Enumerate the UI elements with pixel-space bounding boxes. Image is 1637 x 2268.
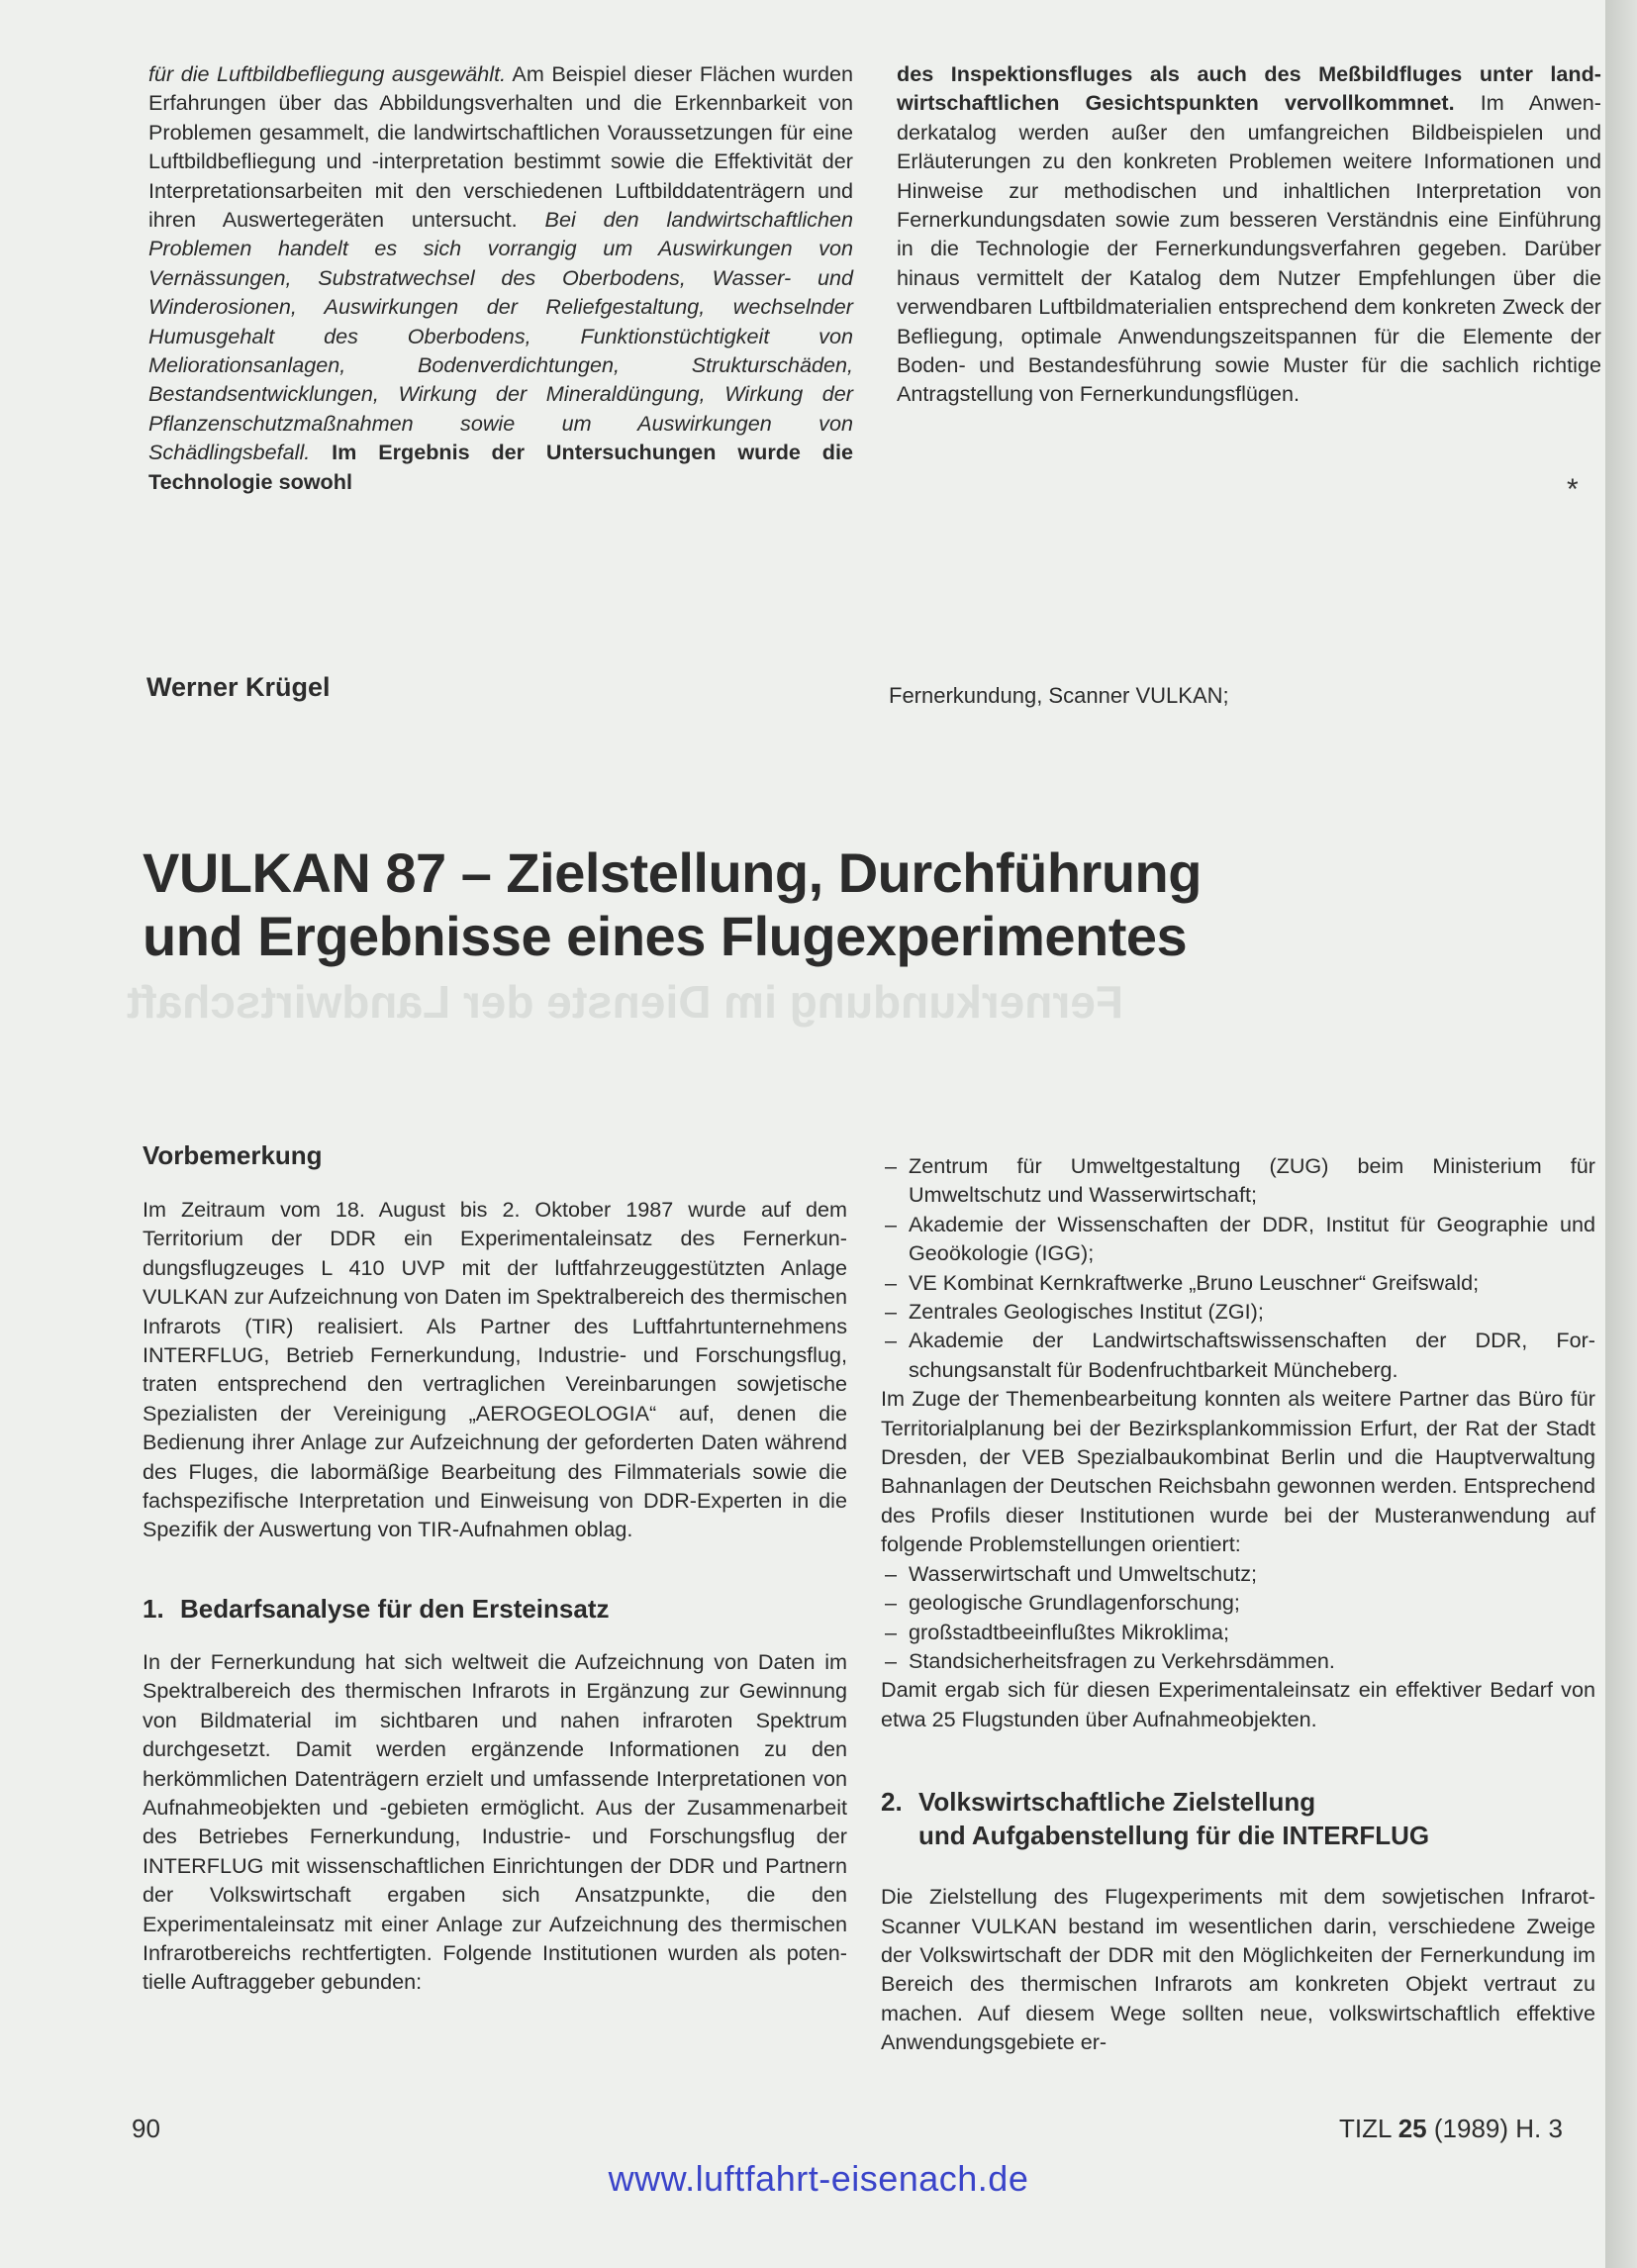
vorbemerkung-paragraph: Im Zeitraum vom 18. August bis 2. Oktober 1987 wurde auf dem Territorium der DDR ein Experimentaleinsatz des Fernerkundungsflugzeuges L 410 UVP mit der luftfahrzeuggestützten Anlage VULKAN zur Aufzeichnung von Daten im Spektralbereich des thermischen Infrarots (TIR) realisiert. Als Partner des Luftfahrtunternehmens INTERFLUG, Betrieb Fernerkundung, Industrie- und Forschungsflug, traten entsprechend den vertraglichen Vereinbarungen sowjetische Spezialisten der Vereinigung „AEROGEOLOGIA“ auf, denen die Bedienung ihrer Anlage zur Aufzeichnung der geforderten Daten während des Fluges, die labormäßige Bearbeitung des Filmmaterials sowie die fachspezifische Interpretation und Einweisung von DDR-Experten in die Spezifik der Auswertung von TIR-Aufnahmen oblag.	[143, 1197, 847, 1542]
journal-name: TIZL	[1339, 2114, 1398, 2143]
title-line-1: VULKAN 87 – Zielstellung, Durchführung	[143, 841, 1202, 904]
journal-year-issue: (1989) H. 3	[1426, 2114, 1563, 2143]
partners-paragraph: Im Zuge der Themenbearbeitung konnten als weitere Partner das Büro für Territorialplanung bei der Bezirksplankommission Erfurt, der Rat der Stadt Dresden, der VEB Spezialbaukombinat Berlin und die Hauptverwaltung Bahnanlagen der Deutschen Reichsbahn gewonnen werden. Entsprechend des Profils dieser Institutionen wurde bei der Musteranwendung auf folgende Problemstellungen orientiert:	[881, 1386, 1595, 1557]
website-watermark: www.luftfahrt-eisenach.de	[608, 2158, 1029, 2199]
list-item: – Akademie der Wissenschaften der DDR, Institut für Geographie und Geoökologie (IGG);	[881, 1210, 1595, 1268]
list-item: – Zentrum für Umweltgestaltung (ZUG) beim Ministerium für Umweltschutz und Wasserwirtschaft;	[881, 1151, 1595, 1210]
body-right-column	[881, 1151, 1595, 2057]
italic-problem-list: Bei den landwirtschaftlichen Problemen handelt es sich vorrangig um Auswirkungen von Vernässungen, Substratwechsel des Oberbodens, Wasser- und Winderosionen, Auswirkungen der Reliefgestaltung, wechselnder Humusgehalt des Oberbodens, Funktionstüchtigkeit von Meliorationsanlagen, Bodenverdichtungen, Strukturschäden, Bestandsentwicklungen, Wirkung der Mineraldüngung, Wirkung der Pflanzenschutzmaßnahmen sowie um Auswirkungen von Schädlingsbefall.	[148, 207, 853, 465]
demand-paragraph: Damit ergab sich für diesen Experimentaleinsatz ein effektiver Bedarf von etwa 25 Flugstunden über Aufnahmeobjekten.	[881, 1677, 1595, 1731]
bold-continuation: des Inspektionsfluges als auch des Meßbildfluges unter landwirtschaftlichen Gesichtspunkten vervollkommnet.	[897, 61, 1601, 116]
top-right-column	[897, 59, 1601, 409]
section-number: 1.	[143, 1593, 164, 1624]
page-number: 90	[132, 2114, 160, 2143]
continued-paragraph-right	[897, 59, 1601, 409]
section-title: Bedarfsanalyse für den Ersteinsatz	[180, 1593, 610, 1624]
section-title-line-2: und Aufgabenstellung für die INTERFLUG	[918, 1821, 1430, 1851]
top-left-column	[148, 59, 853, 496]
list-item: – Akademie der Landwirtschaftswissenschaften der DDR, Forschungsanstalt für Bodenfruchtbarkeit Müncheberg.	[881, 1326, 1595, 1384]
journal-citation	[1339, 2114, 1563, 2144]
end-of-article-mark: *	[1567, 473, 1579, 506]
author-name: Werner Krügel	[146, 672, 331, 702]
section-number: 2.	[881, 1787, 903, 1818]
list-item: – großstadtbeeinflußtes Mikroklima;	[881, 1618, 1595, 1646]
list-item: – geologische Grundlagenforschung;	[881, 1588, 1595, 1617]
list-item: – Wasserwirtschaft und Umweltschutz;	[881, 1559, 1595, 1588]
bold-result-sentence: Im Ergebnis der Untersuchungen wurde die Technologie sowohl	[148, 440, 853, 494]
show-through-text: Fernerkundung im Dienste der Landwirtschaft	[127, 976, 1124, 1028]
page-edge	[1605, 0, 1637, 2268]
body-left-column	[143, 1138, 847, 1997]
title-line-2: und Ergebnisse eines Flugexperimentes	[143, 905, 1188, 967]
article-keywords: Fernerkundung, Scanner VULKAN;	[889, 683, 1229, 708]
section-2-paragraph: Die Zielstellung des Flugexperiments mit dem sowjetischen Infrarot-Scanner VULKAN bestand im wesentlichen darin, verschiedene Zweige der Volkswirtschaft der DDR mit den Möglichkeiten der Fernerkundung im Bereich des thermischen Infrarots am konkreten Objekt vertraut zu machen. Auf diesem Wege sollten neue, volkswirtschaftlich effektive Anwendungsgebiete er-	[881, 1884, 1595, 2055]
list-item: – VE Kombinat Kernkraftwerke „Bruno Leuschner“ Greifswald;	[881, 1268, 1595, 1297]
article-title	[143, 841, 1429, 968]
section-title	[918, 1785, 1429, 1852]
continued-paragraph-left	[148, 59, 853, 496]
problem-list	[881, 1559, 1595, 1676]
body-sentence: Am Beispiel dieser Flächen wurden Erfahrungen über das Abbildungsverhalten und die Erkennbarkeit von Problemen gesammelt, die landwirtschaftlichen Voraussetzungen für eine Luftbildbefliegung und -interpretation bestimmt sowie die Effektivität der Interpretationsarbeiten mit den verschiedenen Luftbilddatenträgern und ihren Auswertegeräten untersucht.	[148, 61, 853, 233]
section-title-line-1: Volkswirtschaftliche Zielstellung	[918, 1787, 1316, 1818]
catalog-description: Im Anwenderkatalog werden außer den umfangreichen Bildbeispielen und Erläuterungen zu den konkreten Problemen weitere Informationen und Hinweise zur methodischen und inhaltlichen Interpretation von Fernerkundungsdaten sowie zum besseren Verständnis eine Einführung in die Technologie der Fernerkundungsverfahren gegeben. Darüber hinaus vermittelt der Katalog dem Nutzer Empfehlungen über die verwendbaren Luftbildmaterialien entsprechend dem konkreten Zweck der Befliegung, optimale Anwendungszeitspannen für die Elemente der Boden- und Bestandesführung sowie Muster für die sachlich richtige Antragstellung von Fernerkundungsflügen.	[897, 90, 1601, 407]
partner-list	[881, 1151, 1595, 1384]
section-1-paragraph: In der Fernerkundung hat sich weltweit die Aufzeichnung von Daten im Spektralbereich des thermischen Infrarots in Ergänzung zur Gewinnung von Bildmaterial im sichtbaren und nahen infraroten Spektrum durchgesetzt. Damit werden ergänzende Informationen zu den herkömmlichen Datenträgern erzielt und umfassende Interpretationen von Aufnahmeobjekten und -gebieten ermöglicht. Aus der Zusammenarbeit des Betriebes Fernerkundung, Industrie- und Forschungsflug der INTERFLUG mit wissenschaftlichen Einrichtungen der DDR und Partnern der Volkswirtschaft ergaben sich Ansatzpunkte, die den Experimentaleinsatz mit einer Anlage zur Aufzeichnung des thermischen Infrarotbereichs rechtfertigten. Folgende Institutionen wurden als potentielle Auftraggeber gebunden:	[143, 1648, 847, 1995]
section-heading-vorbemerkung: Vorbemerkung	[143, 1140, 323, 1170]
journal-volume: 25	[1397, 2114, 1427, 2143]
list-item: – Zentrales Geologisches Institut (ZGI);	[881, 1297, 1595, 1326]
italic-sentence: für die Luftbildbefliegung ausgewählt.	[148, 61, 507, 86]
list-item: – Standsicherheitsfragen zu Verkehrsdämmen.	[881, 1646, 1595, 1675]
section-heading-2	[881, 1785, 1595, 1852]
section-heading-1	[143, 1592, 847, 1626]
